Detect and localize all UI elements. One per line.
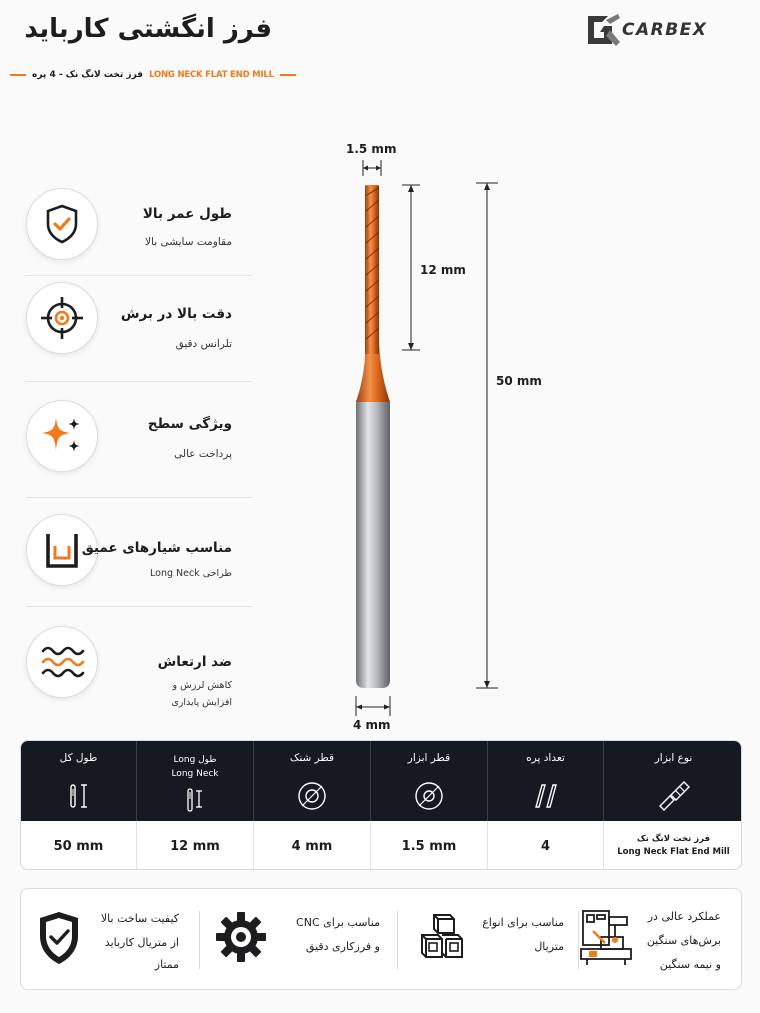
- bottom-feature-line: مناسب برای انواع: [482, 916, 564, 929]
- bottom-feature: [398, 889, 578, 989]
- spec-value: 12 mm: [170, 838, 220, 854]
- feature-title: مناسب شیارهای عمیق: [81, 540, 232, 556]
- bottom-feature-line: و فرزکاری دقیق: [305, 940, 380, 953]
- feature-desc: پرداخت عالی: [174, 448, 232, 460]
- spec-header-label: قطر شنک: [289, 752, 335, 764]
- shank-diameter-icon: [296, 780, 328, 812]
- spec-value-line: Long Neck Flat End Mill: [617, 847, 730, 857]
- feature-icon-circle: [26, 282, 98, 354]
- spec-value: 1.5 mm: [401, 838, 457, 854]
- feature-item: [20, 178, 252, 274]
- feature-title: ویژگی سطح: [147, 416, 232, 432]
- feature-desc-line: افزایش پایداری: [171, 697, 232, 708]
- subtitle-line-left: [10, 74, 26, 76]
- shank: [356, 402, 390, 688]
- spec-value-cell: [21, 821, 137, 870]
- subtitle-fa: فرز تخت لانگ نک - 4 پره: [32, 70, 144, 80]
- spec-header-label: طول Long: [173, 755, 217, 765]
- material-blocks-icon: [416, 911, 468, 963]
- spec-value-cell: [254, 821, 371, 870]
- spec-value-cell: [604, 821, 742, 870]
- bottom-feature-line: ممتاز: [154, 958, 179, 971]
- spec-header-cell: [371, 741, 488, 821]
- spec-header-label: قطر ابزار: [407, 752, 451, 764]
- feature-divider: [26, 381, 252, 382]
- feature-item: [20, 392, 252, 488]
- brand-mark-icon: [582, 10, 622, 50]
- bottom-feature-line: عملکرد عالی در: [647, 910, 721, 923]
- shield-check-icon: [40, 202, 84, 246]
- end-mill-drawing: [320, 130, 550, 740]
- neck-length-icon: [180, 787, 210, 813]
- deep-groove-icon: [40, 528, 84, 572]
- feature-item: [20, 510, 252, 606]
- spec-table: [20, 740, 742, 870]
- spec-value: 4 mm: [291, 838, 333, 854]
- bottom-feature: [21, 889, 199, 989]
- spec-header-label: تعداد پره: [526, 752, 565, 764]
- bottom-feature-line: مناسب برای CNC: [296, 916, 380, 929]
- spec-value: 4: [540, 838, 551, 854]
- spec-value: 50 mm: [53, 838, 104, 854]
- spec-header-cell: [604, 741, 742, 821]
- spec-header-label: Long Neck: [171, 769, 219, 779]
- bottom-feature: [579, 889, 741, 989]
- feature-title: طول عمر بالا: [142, 206, 232, 222]
- feature-desc: تلرانس دقیق: [175, 338, 232, 350]
- spec-value-cell: [488, 821, 604, 870]
- spec-table-values: [21, 821, 742, 870]
- crosshair-icon: [38, 294, 86, 342]
- bottom-feature-line: متریال: [534, 940, 564, 953]
- feature-icon-circle: [26, 626, 98, 698]
- dimension-neck-length: 12 mm: [420, 263, 466, 277]
- spec-header-cell: [21, 741, 137, 821]
- cnc-machine-icon: [579, 907, 635, 969]
- feature-divider: [26, 497, 252, 498]
- feature-item: [20, 282, 252, 378]
- gear-icon: [215, 911, 267, 963]
- spec-value-cell: [371, 821, 488, 870]
- sparkle-icon: [38, 412, 86, 460]
- feature-desc-line: کاهش لرزش و: [172, 680, 232, 691]
- bottom-features: [20, 888, 742, 990]
- page-title: فرز انگشتی کارباید: [24, 14, 272, 44]
- bottom-feature-line: و نیمه سنگین: [659, 958, 721, 971]
- feature-desc: طراحی Long Neck: [150, 568, 232, 579]
- feature-divider: [26, 275, 252, 276]
- subtitle-en: LONG NECK FLAT END MILL: [149, 70, 274, 80]
- length-icon: [64, 782, 94, 810]
- brand-name: CARBEX: [622, 20, 708, 40]
- spec-header-cell: [254, 741, 371, 821]
- feature-divider: [26, 606, 252, 607]
- spec-value-line: فرز تخت لانگ نک: [636, 834, 711, 844]
- feature-item: [20, 616, 252, 712]
- bottom-feature: [200, 889, 380, 989]
- feature-desc: مقاومت سایشی بالا: [145, 236, 232, 248]
- spec-header-label: نوع ابزار: [654, 752, 693, 764]
- spec-value-cell: [137, 821, 254, 870]
- spec-header-cell: [137, 741, 254, 821]
- subtitle-line-right: [280, 74, 296, 76]
- dimension-shank-diameter: 4 mm: [353, 718, 391, 732]
- bottom-feature-line: برش‌های سنگین: [646, 934, 721, 947]
- spec-header-label: طول کل: [59, 752, 98, 764]
- spec-header-cell: [488, 741, 604, 821]
- subtitle-row: [10, 68, 292, 82]
- brand-logo: [582, 10, 750, 50]
- feature-icon-circle: [26, 400, 98, 472]
- bottom-feature-line: کیفیت ساخت بالا: [100, 912, 179, 925]
- anti-vibration-icon: [38, 638, 86, 686]
- spec-table-header: [21, 741, 742, 821]
- dimension-overall-length: 50 mm: [496, 374, 542, 388]
- bottom-feature-line: از متریال کارباید: [104, 936, 179, 949]
- tool-diameter-icon: [413, 780, 445, 812]
- flutes-icon: [531, 781, 561, 811]
- feature-title: دقت بالا در برش: [120, 306, 232, 322]
- feature-title: ضد ارتعاش: [157, 654, 232, 670]
- dimension-tool-diameter: 1.5 mm: [346, 142, 397, 156]
- shield-check-icon: [35, 909, 83, 967]
- feature-icon-circle: [26, 188, 98, 260]
- end-mill-icon: [656, 780, 692, 812]
